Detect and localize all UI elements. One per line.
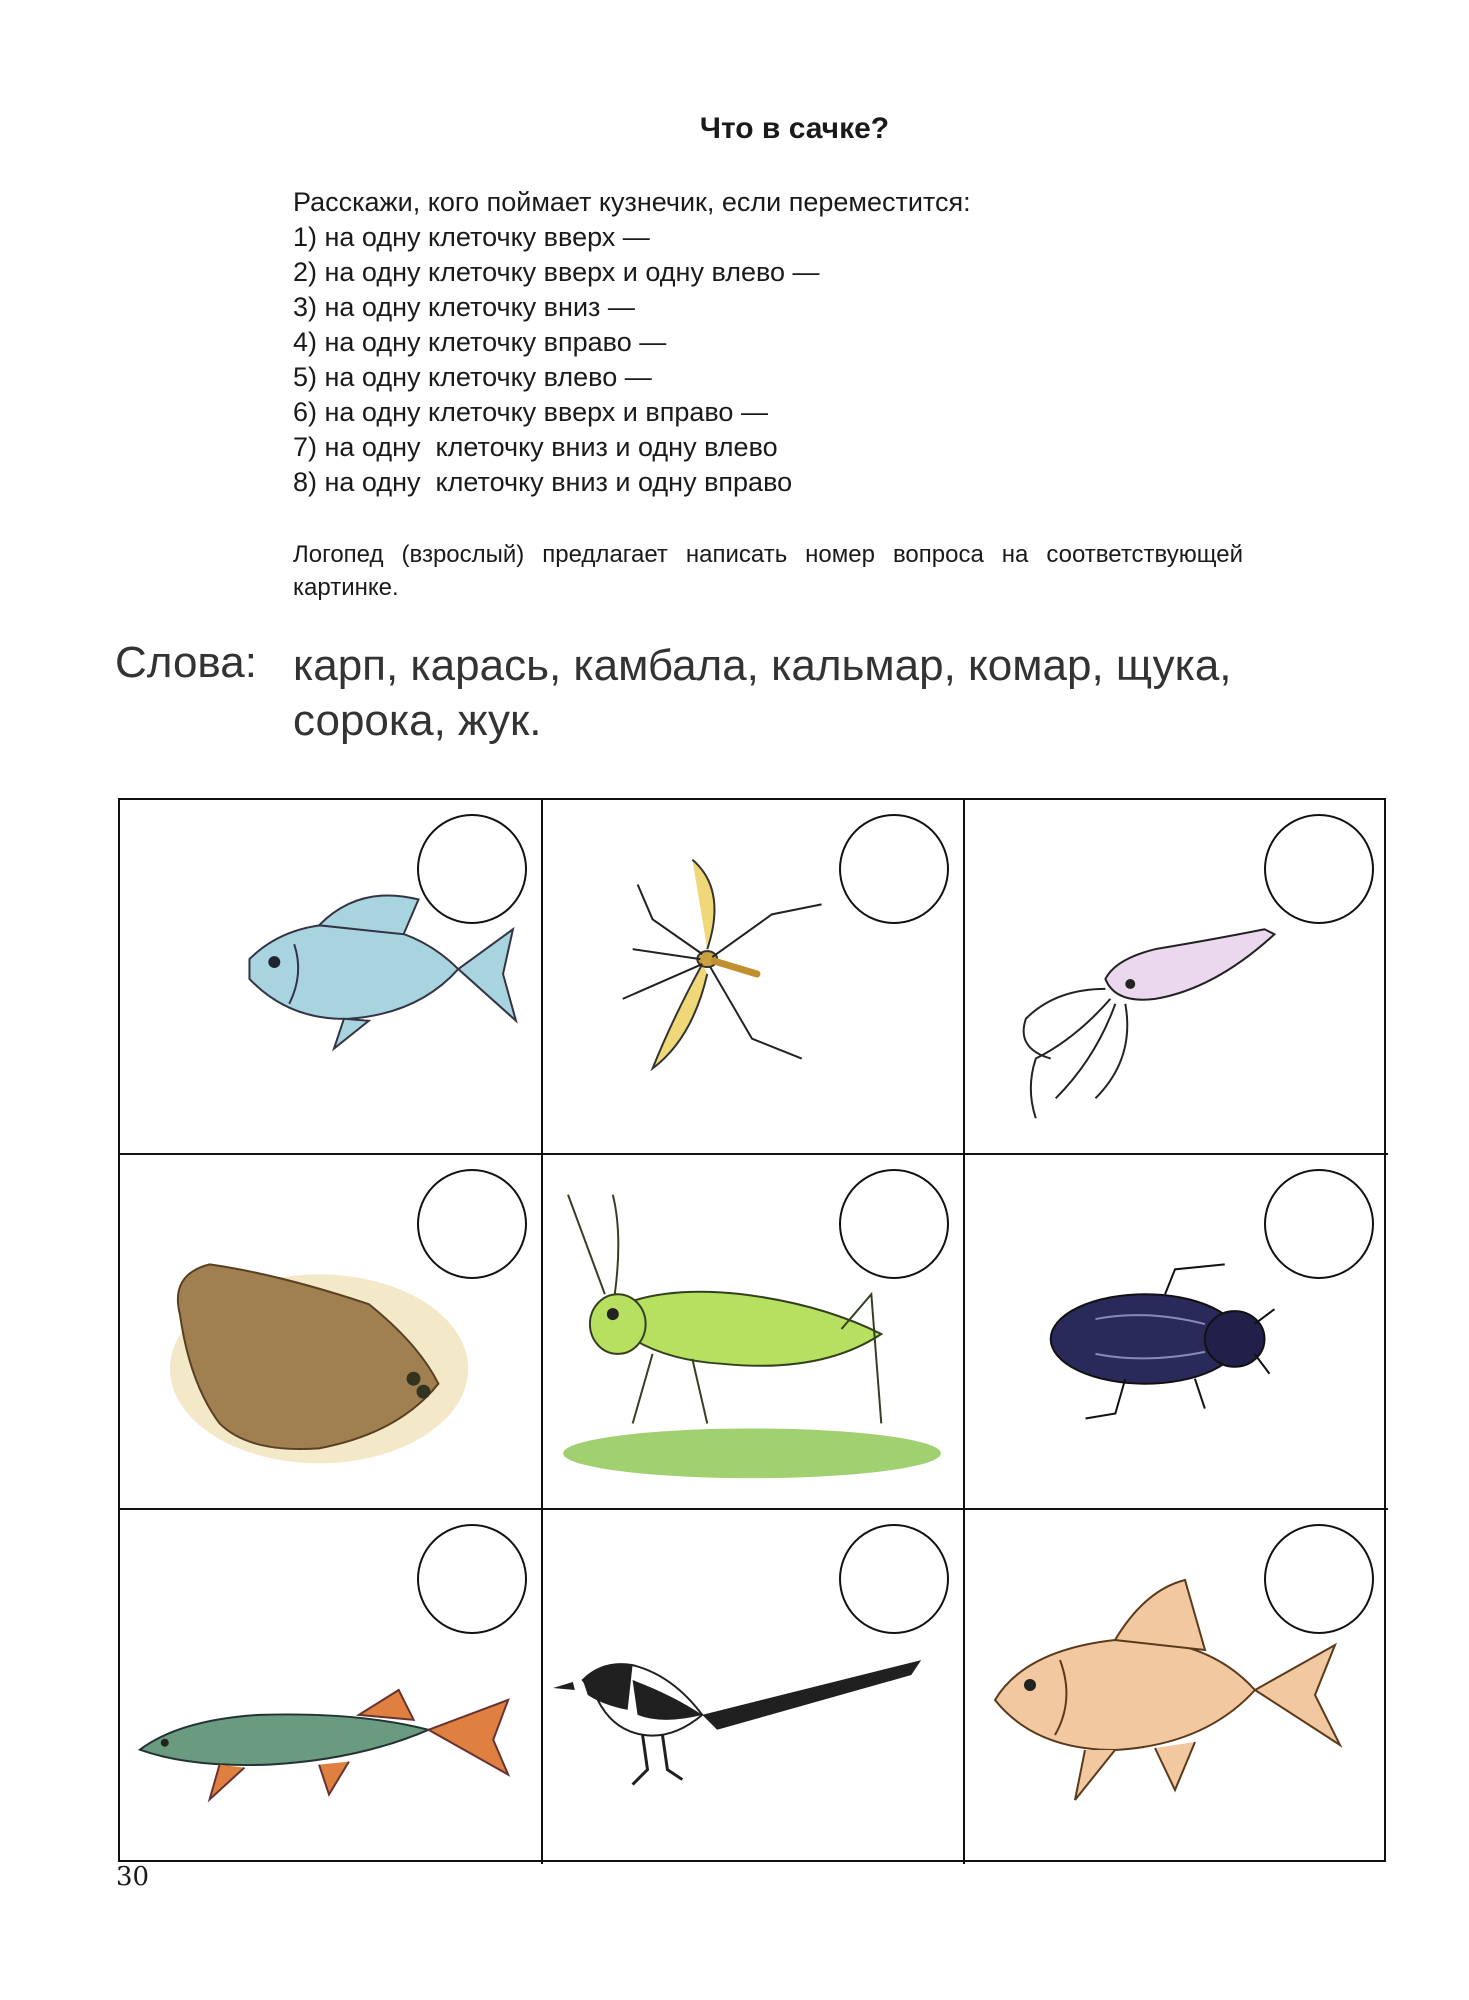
pike-icon [120, 1510, 541, 1864]
grid-cell[interactable] [965, 1155, 1388, 1510]
instruction-item: 6) на одну клеточку вверх и вправо — [293, 397, 768, 427]
carp-icon [965, 1510, 1388, 1864]
instruction-item: 3) на одну клеточку вниз — [293, 292, 635, 322]
grid-cell[interactable] [543, 1155, 965, 1510]
beetle-icon [965, 1155, 1388, 1508]
picture-grid [118, 798, 1386, 1862]
instructions [293, 185, 1293, 500]
words-list: карп, карась, камбала, кальмар, комар, щука, сорока, жук. [293, 641, 1232, 745]
mosquito-icon [543, 800, 963, 1153]
grid-cell[interactable] [965, 800, 1388, 1155]
grid-cell[interactable] [543, 800, 965, 1155]
instruction-item: 7) на одну клеточку вниз и одну влево [293, 432, 778, 462]
grid-cell[interactable] [965, 1510, 1388, 1864]
words-label: Слова: [115, 638, 257, 687]
teacher-note: Логопед (взрослый) предлагает написать номер вопроса на соответствующей картинке. [293, 541, 1243, 601]
page-number: 30 [116, 1862, 150, 1892]
instruction-item: 1) на одну клеточку вверх — [293, 222, 650, 252]
magpie-icon [543, 1510, 963, 1864]
squid-icon [965, 800, 1388, 1153]
instruction-item: 4) на одну клеточку вправо — [293, 327, 667, 357]
instruction-item: 2) на одну клеточку вверх и одну влево — [293, 257, 820, 287]
flounder-icon [120, 1155, 541, 1508]
grid-cell[interactable] [120, 800, 543, 1155]
grid-cell[interactable] [543, 1510, 965, 1864]
grid-cell[interactable] [120, 1510, 543, 1864]
instruction-item: 8) на одну клеточку вниз и одну вправо [293, 467, 793, 497]
instruction-item: 5) на одну клеточку влево — [293, 362, 652, 392]
crucian-carp-icon [120, 800, 541, 1153]
instructions-lead: Расскажи, кого поймает кузнечик, если переместится: [293, 187, 971, 217]
grasshopper-icon [543, 1155, 963, 1508]
grid-cell[interactable] [120, 1155, 543, 1510]
page-title: Что в сачке? [699, 112, 890, 145]
